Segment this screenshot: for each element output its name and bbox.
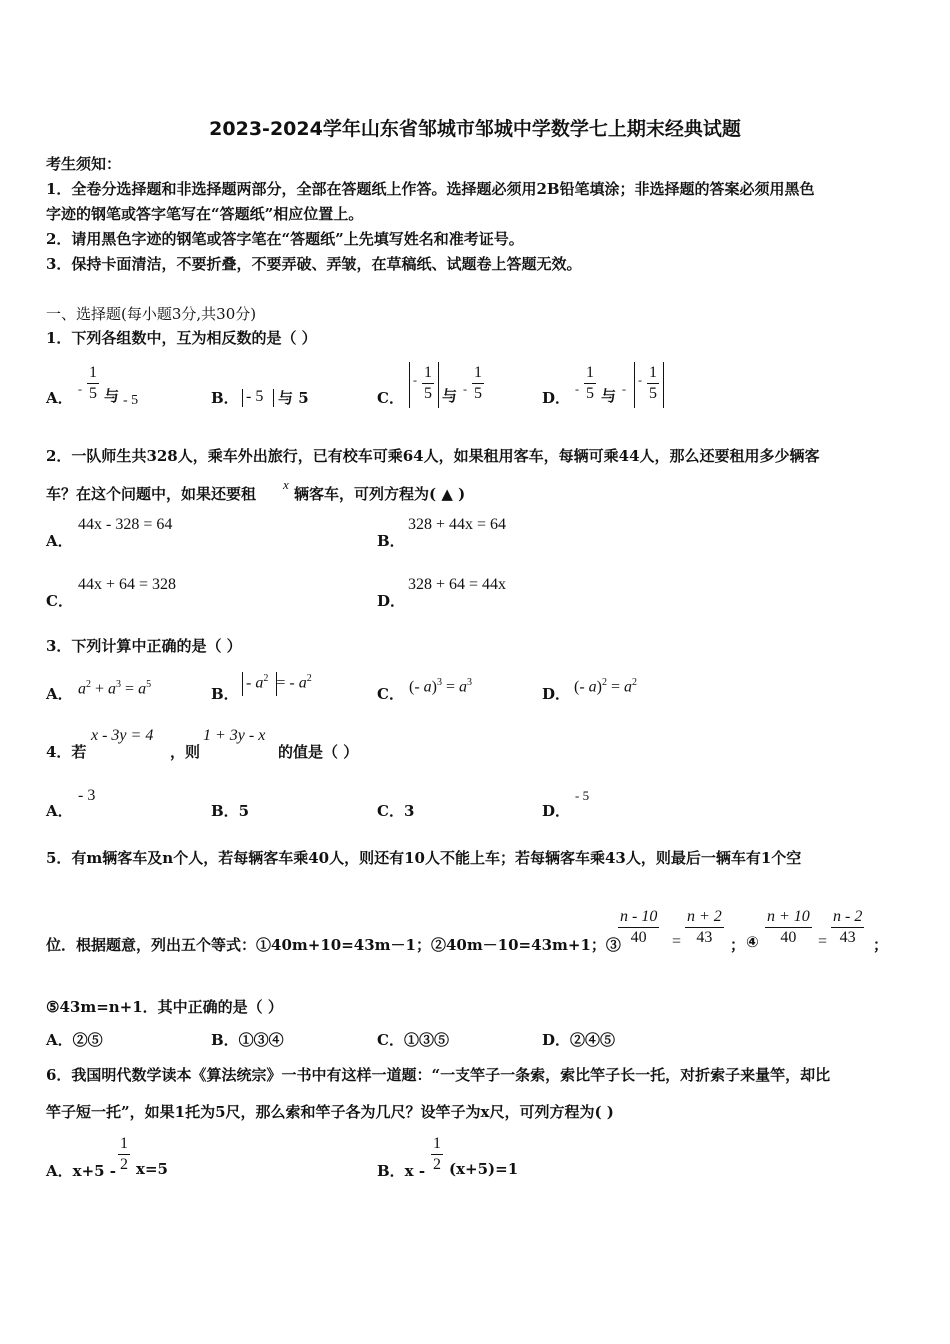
abs-bar bbox=[634, 362, 635, 408]
q5-line-1: 5．有m辆客车及n个人，若每辆客车乘40人，则还有10人不能上车；若每辆客车乘43人，则最后一辆车有1个空 bbox=[46, 849, 802, 867]
q1-option-c-label: C． bbox=[377, 389, 404, 407]
q1d-neg2: - bbox=[622, 382, 626, 396]
q6-option-b-post: (x+5)=1 bbox=[449, 1160, 519, 1178]
q4-option-a-label: A． bbox=[46, 802, 73, 820]
q1d-yu: 与 bbox=[601, 387, 617, 405]
q5-fraction-1: n - 10 40 bbox=[620, 908, 658, 946]
q6-line-2: 竿子短一托”，如果1托为5尺，那么索和竿子各为几尺？设竿子为x尺，可列方程为( ) bbox=[46, 1103, 614, 1121]
abs-bar bbox=[663, 362, 664, 408]
q1-option-a-label: A． bbox=[46, 389, 73, 407]
q2-line-2b: 辆客车，可列方程为( ▲ ) bbox=[294, 485, 466, 503]
q5-fraction-2: n + 2 43 bbox=[687, 908, 722, 946]
q2-line-2a: 车？在这个问题中，如果还要租 bbox=[46, 485, 257, 503]
q1c-yu: 与 bbox=[442, 387, 458, 405]
q6-option-a-fraction: 1 2 bbox=[120, 1135, 128, 1173]
q1b-and5: 与 5 bbox=[278, 389, 309, 407]
q3-option-a-label: A． bbox=[46, 685, 73, 703]
q5-circled-4: ④ bbox=[746, 933, 759, 951]
q5-option-c: C．①③⑤ bbox=[377, 1031, 449, 1049]
q5-fraction-4: n - 2 43 bbox=[833, 908, 863, 946]
abs-bar bbox=[276, 672, 277, 696]
q1d-fraction2: 1 5 bbox=[649, 364, 657, 402]
q3-option-c-label: C． bbox=[377, 685, 404, 703]
q1b-abs: - 5 bbox=[246, 388, 264, 405]
q6-option-a-post: x=5 bbox=[136, 1160, 168, 1178]
q4-eq1: x - 3y = 4 bbox=[91, 727, 154, 744]
q2-option-d-label: D． bbox=[377, 592, 406, 610]
q3-option-a-eq: $a^2 + a^3 = a^5$ bbox=[78, 679, 152, 698]
q5-line-3: ⑤43m=n+1．其中正确的是（ ） bbox=[46, 998, 283, 1016]
q4-option-d-label: D． bbox=[542, 802, 571, 820]
notice-heading: 考生须知： bbox=[46, 155, 122, 173]
q2-line-1: 2．一队师生共328人，乘车外出旅行，已有校车可乘64人，如果租用客车，每辆可乘44人，那么还要租用多少辆客 bbox=[46, 447, 820, 465]
q4-post: 的值是（ ） bbox=[278, 743, 359, 761]
q6-option-b-fraction: 1 2 bbox=[433, 1135, 441, 1173]
q5-semi: ； bbox=[730, 936, 746, 954]
q4-option-a-val: - 3 bbox=[78, 787, 96, 804]
page-title: 2023-2024学年山东省邹城市邹城中学数学七上期末经典试题 bbox=[209, 118, 741, 140]
q5-option-b: B．①③④ bbox=[211, 1031, 284, 1049]
q1a-neg: - bbox=[78, 382, 82, 396]
q2-option-c-eq: 44x + 64 = 328 bbox=[78, 576, 177, 593]
q1c-neg: - bbox=[413, 373, 417, 387]
q3-option-b-label: B． bbox=[211, 685, 239, 703]
q4-eq2: 1 + 3y - x bbox=[203, 727, 266, 744]
q1c-fraction2: 1 5 bbox=[474, 364, 482, 402]
q1d-neg3: - bbox=[638, 373, 642, 387]
q1a-m5: - 5 bbox=[123, 393, 139, 408]
q5-eq-2: = bbox=[818, 933, 828, 950]
q3-option-d-eq: (- $a)^2 = a^2$ bbox=[574, 677, 638, 696]
abs-bar bbox=[409, 362, 410, 408]
q2-option-b-eq: 328 + 44x = 64 bbox=[408, 516, 507, 533]
q5-fraction-3: n + 10 40 bbox=[767, 908, 810, 946]
section-heading: 一、选择题(每小题3分,共30分) bbox=[46, 305, 257, 323]
q1-stem: 1．下列各组数中，互为相反数的是（ ） bbox=[46, 329, 317, 347]
q3-stem: 3．下列计算中正确的是（ ） bbox=[46, 637, 242, 655]
abs-bar bbox=[273, 389, 274, 407]
q4-mid: ，则 bbox=[170, 743, 201, 761]
q2-option-b-label: B． bbox=[377, 532, 405, 550]
q4-option-d-val: - 5 bbox=[575, 788, 590, 803]
q3-option-d-label: D． bbox=[542, 685, 571, 703]
q6-option-a-pre: A．x+5 - bbox=[46, 1162, 117, 1180]
abs-bar bbox=[242, 389, 243, 407]
q1c-fraction: 1 5 bbox=[424, 364, 432, 402]
q1d-fraction: 1 5 bbox=[586, 364, 594, 402]
abs-bar bbox=[242, 672, 243, 696]
q4-pre: 4．若 bbox=[46, 743, 87, 761]
q2-option-a-label: A． bbox=[46, 532, 73, 550]
q6-line-1: 6．我国明代数学读本《算法统宗》一书中有这样一道题：“一支竿子一条索，索比竿子长一托，对折索子来量竿，却比 bbox=[46, 1066, 831, 1084]
q2-option-d-eq: 328 + 64 = 44x bbox=[408, 576, 507, 593]
notice-line-3: 2．请用黑色字迹的钢笔或答字笔在“答题纸”上先填写姓名和准考证号。 bbox=[46, 230, 524, 248]
q4-option-b: B．5 bbox=[211, 802, 250, 820]
q2-option-a-eq: 44x - 328 = 64 bbox=[78, 516, 173, 533]
q1c-neg2: - bbox=[463, 382, 467, 396]
q1-option-b-label: B． bbox=[211, 389, 239, 407]
q4-option-c: C．3 bbox=[377, 802, 415, 820]
abs-bar bbox=[438, 362, 439, 408]
notice-line-2: 字迹的钢笔或答字笔写在“答题纸”相应位置上。 bbox=[46, 205, 364, 223]
q3-option-b-eq: - $a^2$ = - $a^2$ bbox=[246, 673, 312, 692]
q3-option-c-eq: (- $a)^3 = a^3$ bbox=[409, 677, 473, 696]
notice-line-1: 1．全卷分选择题和非选择题两部分，全部在答题纸上作答。选择题必须用2B铅笔填涂；非选择题的答案必须用黑色 bbox=[46, 180, 815, 198]
q2-option-c-label: C． bbox=[46, 592, 73, 610]
q1d-neg: - bbox=[575, 382, 579, 396]
notice-line-4: 3．保持卡面清洁，不要折叠，不要弄破、弄皱，在草稿纸、试题卷上答题无效。 bbox=[46, 255, 582, 273]
q1-option-d-label: D． bbox=[542, 389, 571, 407]
q5-option-d: D．②④⑤ bbox=[542, 1031, 616, 1049]
q1a-fraction: 1 5 bbox=[89, 364, 97, 402]
q6-option-b-pre: B．x - bbox=[377, 1162, 426, 1180]
q5-semi-2: ； bbox=[873, 936, 889, 954]
q5-eq-1: = bbox=[672, 933, 682, 950]
q1a-yu: 与 bbox=[104, 387, 120, 405]
q5-line-2: 位．根据题意，列出五个等式：①40m+10=43m－1；②40m－10=43m+1；③ bbox=[46, 936, 621, 954]
q5-option-a: A．②⑤ bbox=[46, 1031, 103, 1049]
q2-x: x bbox=[283, 477, 289, 492]
